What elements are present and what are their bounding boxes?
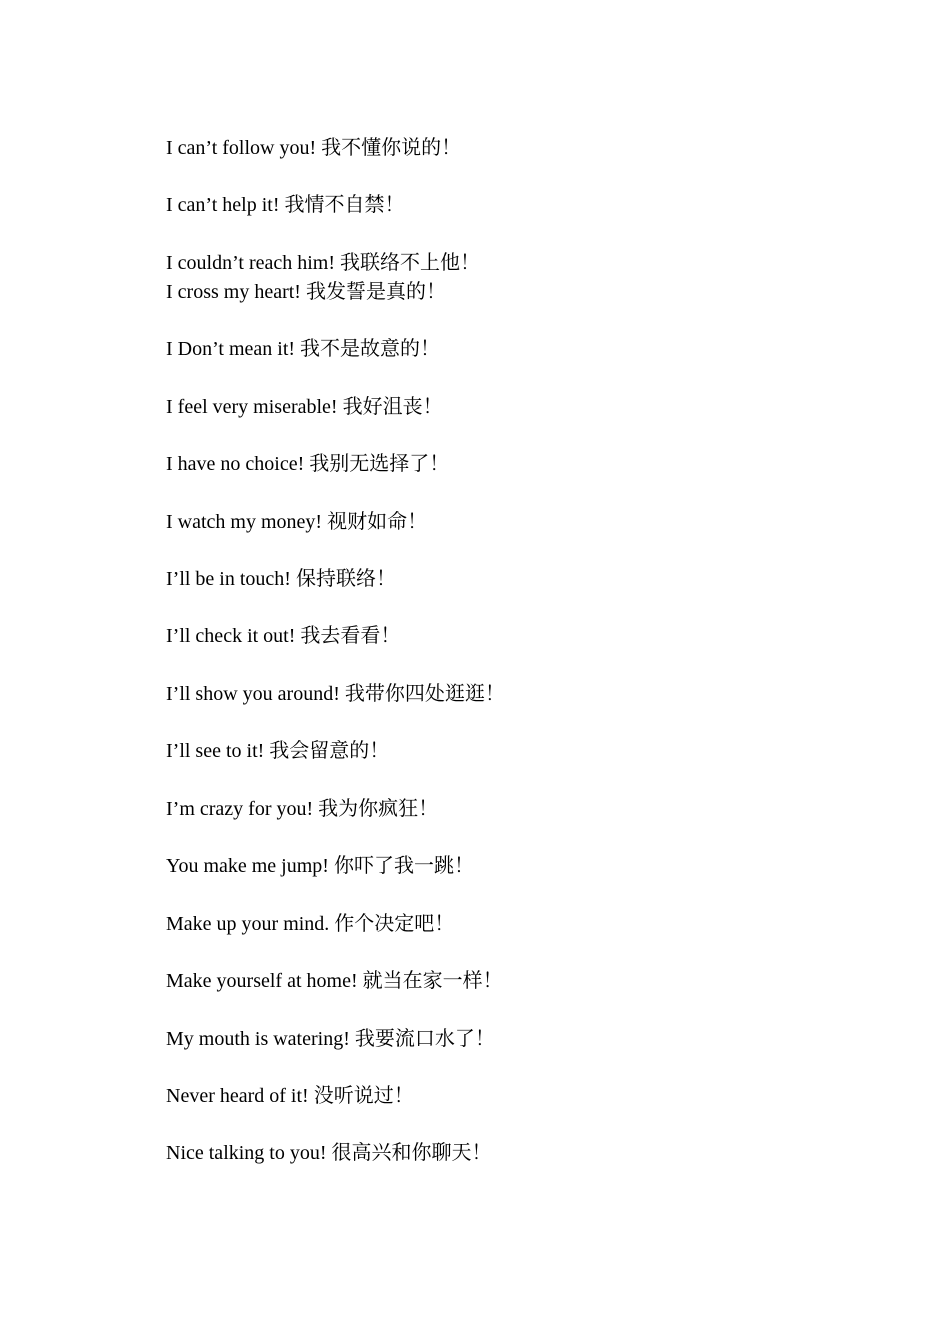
phrase-line: I Don’t mean it! 我不是故意的！	[166, 338, 441, 360]
phrase-line: You make me jump! 你吓了我一跳！	[166, 855, 474, 877]
phrase-line: I’m crazy for you! 我为你疯狂！	[166, 798, 439, 820]
phrase-line: I cross my heart! 我发誓是真的！	[166, 281, 446, 303]
phrase-line: I watch my money! 视财如命！	[166, 511, 428, 533]
phrase-line: Make up your mind. 作个决定吧！	[166, 913, 455, 935]
phrase-line: I’ll see to it! 我会留意的！	[166, 740, 390, 762]
phrase-line: I feel very miserable! 我好沮丧！	[166, 396, 443, 418]
phrase-line: My mouth is watering! 我要流口水了！	[166, 1028, 495, 1050]
phrase-line: I couldn’t reach him! 我联络不上他！	[166, 252, 481, 274]
phrase-line: Make yourself at home! 就当在家一样！	[166, 970, 503, 992]
phrase-line: I’ll be in touch! 保持联络！	[166, 568, 396, 590]
phrase-line: Never heard of it! 没听说过！	[166, 1085, 414, 1107]
phrase-line: I’ll check it out! 我去看看！	[166, 625, 401, 647]
phrase-line: I can’t help it! 我情不自禁！	[166, 194, 405, 216]
phrase-line: I can’t follow you! 我不懂你说的！	[166, 137, 462, 159]
phrase-line: I’ll show you around! 我带你四处逛逛！	[166, 683, 505, 705]
phrase-line: I have no choice! 我别无选择了！	[166, 453, 450, 475]
phrase-line: Nice talking to you! 很高兴和你聊天！	[166, 1142, 492, 1164]
